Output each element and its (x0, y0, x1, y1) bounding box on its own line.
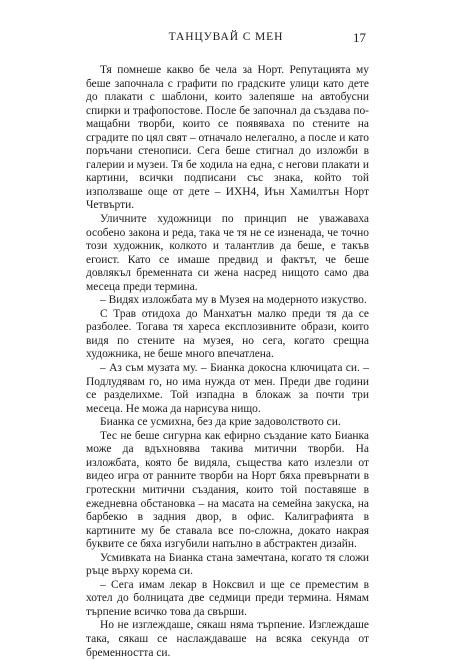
paragraph: Но не изглеждаше, сякаш няма търпение. Изглеждаше така, сякаш се наслаждаваше на всяка секунда от бременността си. (86, 619, 369, 659)
running-title: ТАНЦУВАЙ С МЕН (168, 31, 284, 43)
paragraph: Тя помнеше какво бе чела за Норт. Репутацията му беше започнала с графити по градските улици като дете до плакати с шаблони, които залепяше на автобусни спирки и трафопостове. После бе започнал да създава по-мащабни творби, които се появяваха по стените на сградите по цял свят – отначало нелегално, а после и като поръчани стенописи. Сега беше стигнал до изложби в галерии и музеи. Тя бе ходила на една, с негови плакати и картини, всички подписани със знака, който той използваше още от дете – ИХН4, Иън Хамилтън Норт Четвърти. (86, 64, 369, 212)
paragraph: – Сега имам лекар в Ноксвил и ще се преместим в хотел до болницата две седмици преди термина. Нямам търпение всичко това да свърши. (86, 578, 369, 618)
paragraph: – Видях изложбата му в Музея на модерното изкуство. (100, 294, 367, 307)
paragraph: – Аз съм музата му. – Бианка докосна ключицата си. – Подлудявам го, но има нужда от мен. Преди две години се разделихме. Той изпадна в блокаж за почти три месеца. Не можа да нарисува нищо. (86, 362, 369, 415)
page-header (86, 31, 366, 49)
page-number: 17 (353, 30, 366, 45)
paragraph: Уличните художници по принцип не уважаваха особено закона и реда, така че тя не се изненада, че точно този художник, колкото и талантлив да беше, е такъв егоист. Като се имаше предвид и фактът, че беше довлякъл бременната си жена насред нищото само два месеца преди термина. (86, 213, 369, 293)
paragraph: С Трав отидоха до Манхатън малко преди тя да се разболее. Тогава тя хареса експлозивните образи, които видя по стените на музея, но сега, когато срещна художника, не беше много впечатлена. (86, 307, 369, 361)
paragraph: Бианка се усмихна, без да крие задоволството си. (100, 416, 341, 429)
body-text (86, 64, 369, 660)
paragraph: Тес не беше сигурна как ефирно създание като Бианка може да вдъхновява такива митични творби. На изложбата, която бе видяла, същества като излезли от видео игра от ранните творби на Норт бяха превърнати в гротескни митични създания, които той поставяше в ежедневна обстановка – на масата на семейна закуска, на барбекю в задния двор, в офис. Калиграфията в картините му бе ставала все по-сложна, докато накрая буквите се бяха изгубили напълно в абстрактен дизайн. (86, 429, 369, 551)
paragraph: Усмивката на Бианка стана замечтана, когато тя сложи ръце върху корема си. (86, 551, 369, 578)
